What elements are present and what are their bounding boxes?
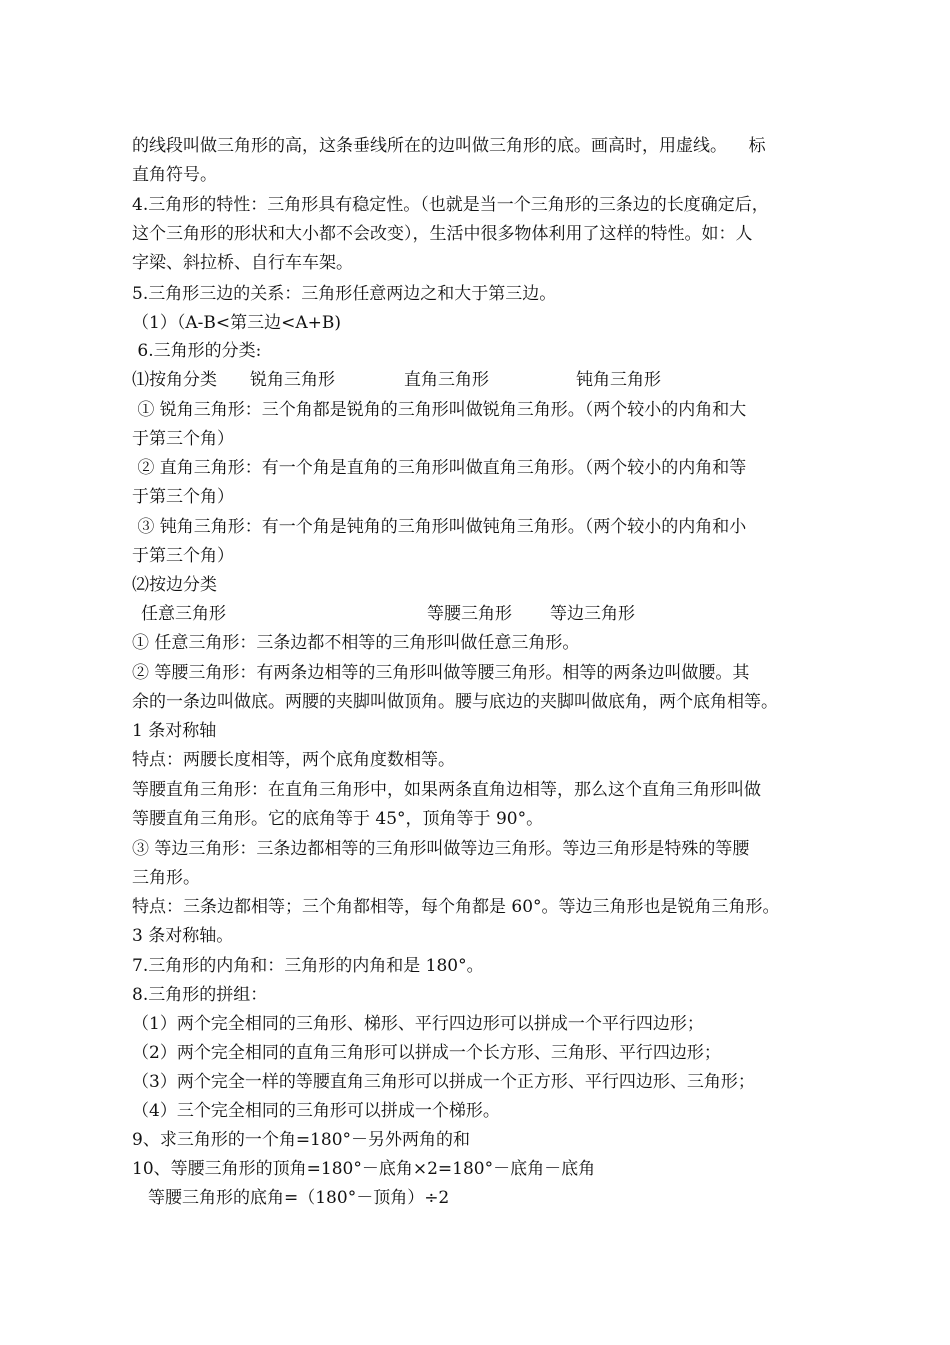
text-line: 直角符号。	[132, 165, 217, 185]
text-line: 余的一条边叫做底。两腰的夹脚叫做顶角。腰与底边的夹脚叫做底角，两个底角相等。	[132, 692, 778, 712]
text-line: 于第三个角）	[132, 487, 234, 507]
category-scalene: 任意三角形	[141, 604, 226, 624]
formula-line: 9、求三角形的一个角=180°－另外两角的和	[132, 1130, 471, 1150]
text-line: （2）两个完全相同的直角三角形可以拼成一个长方形、三角形、平行四边形；	[132, 1043, 721, 1063]
text-line: 特点：两腰长度相等，两个底角度数相等。	[132, 750, 455, 770]
text-line: 三角形。	[132, 868, 200, 888]
text-line: ② 等腰三角形：有两条边相等的三角形叫做等腰三角形。相等的两条边叫做腰。其	[132, 663, 750, 683]
category-obtuse: 钝角三角形	[576, 370, 661, 390]
text-line: 3 条对称轴。	[132, 926, 234, 946]
text-line: 1 条对称轴	[132, 721, 217, 741]
text-line: ② 直角三角形：有一个角是直角的三角形叫做直角三角形。（两个较小的内角和等	[132, 458, 747, 478]
text-line: （1）两个完全相同的三角形、梯形、平行四边形可以拼成一个平行四边形；	[132, 1014, 704, 1034]
text-line: （3）两个完全一样的等腰直角三角形可以拼成一个正方形、平行四边形、三角形；	[132, 1072, 755, 1092]
text-line: 等腰直角三角形。它的底角等于 45°，顶角等于 90°。	[132, 809, 544, 829]
category-isosceles: 等腰三角形	[427, 604, 512, 624]
subheading-by-side: ⑵按边分类	[132, 575, 217, 595]
text-line: 的线段叫做三角形的高，这条垂线所在的边叫做三角形的底。画高时，用虚线。 标	[132, 136, 766, 156]
formula-line: 等腰三角形的底角=（180°－顶角）÷2	[148, 1188, 450, 1208]
text-line: ③ 等边三角形：三条边都相等的三角形叫做等边三角形。等边三角形是特殊的等腰	[132, 839, 750, 859]
section-heading: 5.三角形三边的关系：三角形任意两边之和大于第三边。	[132, 284, 557, 304]
text-line: 于第三个角）	[132, 429, 234, 449]
text-line: 这个三角形的形状和大小都不会改变），生活中很多物体利用了这样的特性。如：人	[132, 224, 753, 244]
formula-line: 10、等腰三角形的顶角=180°－底角×2=180°－底角－底角	[132, 1159, 596, 1179]
category-right: 直角三角形	[404, 370, 489, 390]
text-line: 等腰直角三角形：在直角三角形中，如果两条直角边相等，那么这个直角三角形叫做	[132, 780, 761, 800]
category-equilateral: 等边三角形	[550, 604, 635, 624]
section-heading: 4.三角形的特性：三角形具有稳定性。（也就是当一个三角形的三条边的长度确定后，	[132, 195, 769, 215]
section-heading: 6.三角形的分类:	[132, 341, 262, 361]
text-line: ① 任意三角形：三条边都不相等的三角形叫做任意三角形。	[132, 633, 580, 653]
text-line: （1）（A-B<第三边<A+B)	[132, 313, 341, 333]
text-line: ① 锐角三角形：三个角都是锐角的三角形叫做锐角三角形。（两个较小的内角和大	[132, 400, 747, 420]
text-line: ③ 钝角三角形：有一个角是钝角的三角形叫做钝角三角形。（两个较小的内角和小	[132, 517, 747, 537]
section-heading: 7.三角形的内角和：三角形的内角和是 180°。	[132, 956, 484, 976]
text-line: 于第三个角）	[132, 546, 234, 566]
subheading-by-angle: ⑴按角分类	[132, 370, 217, 390]
text-line: （4）三个完全相同的三角形可以拼成一个梯形。	[132, 1101, 500, 1121]
text-line: 字梁、斜拉桥、自行车车架。	[132, 253, 353, 273]
section-heading: 8.三角形的拼组：	[132, 985, 268, 1005]
category-acute: 锐角三角形	[250, 370, 335, 390]
text-line: 特点：三条边都相等；三个角都相等，每个角都是 60°。等边三角形也是锐角三角形。	[132, 897, 780, 917]
